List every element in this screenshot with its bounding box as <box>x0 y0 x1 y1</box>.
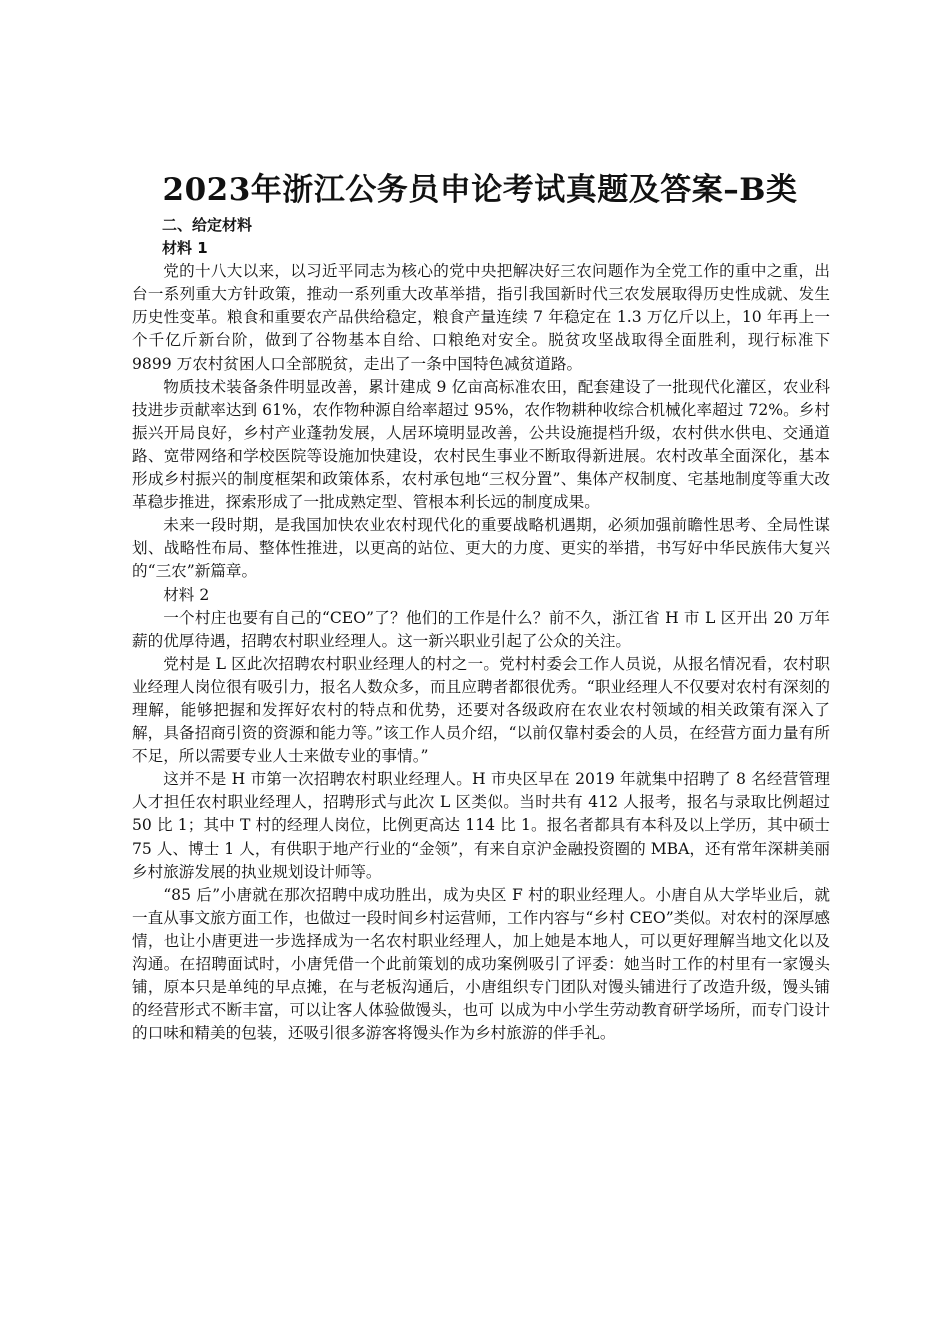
material-1-paragraph-3: 未来一段时期，是我国加快农业农村现代化的重要战略机遇期，必须加强前瞻性思考、全局性谋划、战略性布局、整体性推进，以更高的站位、更大的力度、更实的举措，书写好中华民族伟大复兴的“三农”新篇章。 <box>132 516 830 581</box>
material-2-paragraph-3: 这并不是 H 市第一次招聘农村职业经理人。H 市央区早在 2019 年就集中招聘了 8 名经营管理人才担任农村职业经理人，招聘形式与此次 L 区类似。当时共有 412 人报考，报名与录取比例超过 50 比 1；其中 T 村的经理人岗位，比例更高达 114 比 1。报名者都具有本科及以上学历，其中硕士 75 人、博士 1 人，有供职于地产行业的“金领”，有来自京沪金融投资圈的 MBA，还有常年深耕美丽乡村旅游发展的执业规划设计师等。 <box>132 770 830 881</box>
material-1-paragraph-2: 物质技术装备条件明显改善，累计建成 9 亿亩高标准农田，配套建设了一批现代化灌区，农业科技进步贡献率达到 61%，农作物种源自给率超过 95%，农作物耕种收综合机械化率超过 72%。乡村振兴开局良好，乡村产业蓬勃发展，人居环境明显改善，公共设施提档升级，农村供水供电、交通道路、宽带网络和学校医院等设施加快建设，农村民生事业不断取得新进展。农村改革全面深化，基本形成乡村振兴的制度框架和政策体系，农村承包地“三权分置”、集体产权制度、宅基地制度等重大改革稳步推进，探索形成了一批成熟定型、管根本利长远的制度成果。 <box>132 377 830 512</box>
material-2-paragraph-1: 一个村庄也要有自己的“CEO”了？他们的工作是什么？前不久，浙江省 H 市 L 区开出 20 万年薪的优厚待遇，招聘农村职业经理人。这一新兴职业引起了公众的关注。 <box>132 608 830 650</box>
material-1-paragraph-1: 党的十八大以来，以习近平同志为核心的党中央把解决好三农问题作为全党工作的重中之重，出台一系列重大方针政策，推动一系列重大改革举措，指引我国新时代三农发展取得历史性成就、发生历史性变革。粮食和重要农产品供给稳定，粮食产量连续 7 年稳定在 1.3 万亿斤以上，10 年再上一个千亿斤新台阶，做到了谷物基本自给、口粮绝对安全。脱贫攻坚战取得全面胜利，现行标准下 9899 万农村贫困人口全部脱贫，走出了一条中国特色减贫道路。 <box>132 262 830 373</box>
document-body <box>132 214 830 1045</box>
material-2-paragraph-2: 党村是 L 区此次招聘农村职业经理人的村之一。党村村委会工作人员说，从报名情况看，农村职业经理人岗位很有吸引力，报名人数众多，而且应聘者都很优秀。“职业经理人不仅要对农村有深刻的理解，能够把握和发挥好农村的特点和优势，还要对各级政府在农业农村领域的相关政策有深入了解，具备招商引资的资源和能力等。”该工作人员介绍，“以前仅靠村委会的人员，在经营方面力量有所不足，所以需要专业人士来做专业的事情。” <box>132 654 830 766</box>
material-2-paragraph-4: “85 后”小唐就在那次招聘中成功胜出，成为央区 F 村的职业经理人。小唐自从大学毕业后，就一直从事文旅方面工作，也做过一段时间乡村运营师，工作内容与“乡村 CEO”类似。对农村的深厚感情，也让小唐更进一步选择成为一名农村职业经理人，加上她是本地人，可以更好理解当地文化以及沟通。在招聘面试时，小唐凭借一个此前策划的成功案例吸引了评委：她当时工作的村里有一家馒头铺，原本只是单纯的早点摊，在与老板沟通后，小唐组织专门团队对馒头铺进行了改造升级，馒头铺的经营形式不断丰富，可以让客人体验做馒头，也可 以成为中小学生劳动教育研学场所，而专门设计的口味和精美的包装，还吸引很多游客将馒头作为乡村旅游的伴手礼。 <box>132 885 830 1043</box>
material-2-label: 材料 2 <box>163 585 210 604</box>
section-heading: 二、给定材料 <box>162 216 253 234</box>
document-title: 2023年浙江公务员申论考试真题及答案–B类 <box>162 172 798 208</box>
material-1-label: 材料 1 <box>162 239 208 258</box>
